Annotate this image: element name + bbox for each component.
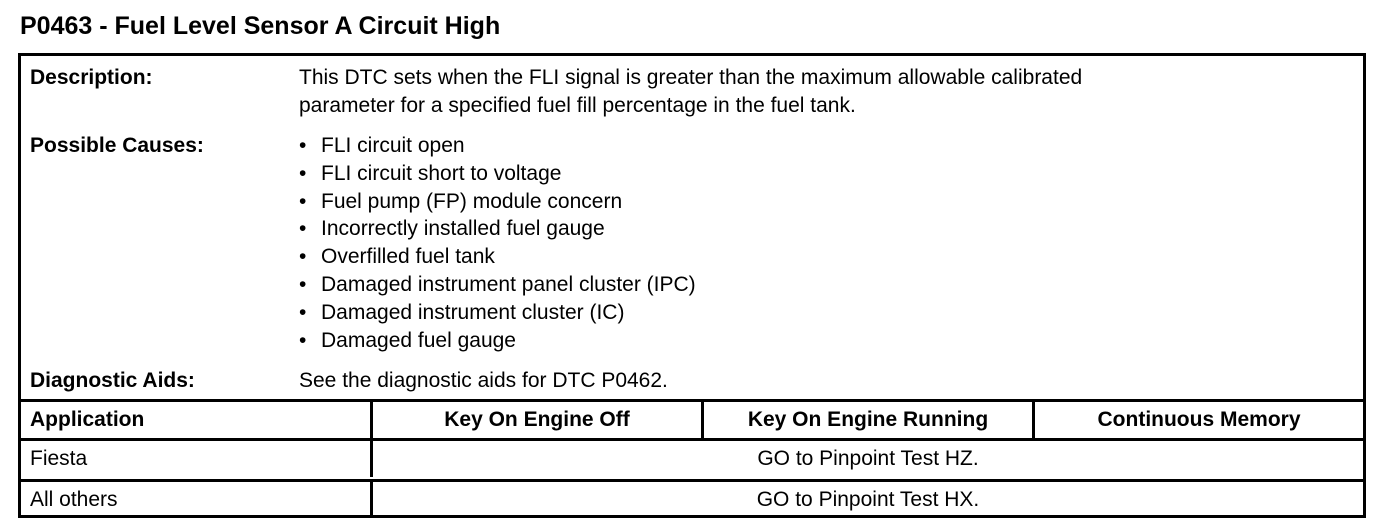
page-title: P0463 - Fuel Level Sensor A Circuit High [20, 12, 501, 40]
bullet-icon: • [299, 272, 307, 296]
cause-list-item [299, 160, 1349, 188]
cause-list-item [299, 327, 1349, 355]
cause-text: Incorrectly installed fuel gauge [321, 217, 605, 241]
description-text [299, 64, 1349, 120]
cause-text: Damaged instrument panel cluster (IPC) [321, 272, 696, 296]
column-header-application: Application [30, 408, 145, 431]
pinpoint-test-cell: GO to Pinpoint Test HZ. [757, 447, 979, 470]
bullet-icon: • [299, 328, 307, 352]
cause-list-item [299, 299, 1349, 327]
possible-causes-values [299, 132, 1349, 354]
table-row [21, 438, 1363, 477]
cause-text: Overfilled fuel tank [321, 245, 495, 269]
description-line: parameter for a specified fuel fill percentage in the fuel tank. [299, 94, 856, 117]
cause-list-item [299, 188, 1349, 216]
description-label: Description: [30, 66, 153, 89]
application-cell: Fiesta [30, 447, 88, 470]
table-header-row [21, 402, 1363, 438]
column-header-key-on-engine-off: Key On Engine Off [444, 408, 630, 431]
column-header-continuous-memory: Continuous Memory [1097, 408, 1301, 431]
cause-text: FLI circuit short to voltage [321, 161, 562, 185]
bullet-icon: • [299, 245, 307, 269]
bullet-icon: • [299, 189, 307, 213]
possible-causes-list [299, 132, 1349, 354]
dtc-info-section [21, 56, 1363, 399]
application-cell: All others [30, 488, 118, 511]
cause-text: Fuel pump (FP) module concern [321, 189, 623, 213]
column-header-key-on-engine-running: Key On Engine Running [747, 408, 989, 431]
bullet-icon: • [299, 217, 307, 241]
cause-list-item [299, 215, 1349, 243]
cause-text: Damaged fuel gauge [321, 328, 516, 352]
bullet-icon: • [299, 161, 307, 185]
possible-causes-label: Possible Causes: [30, 134, 204, 157]
cause-list-item [299, 271, 1349, 299]
diagnostic-aids-label: Diagnostic Aids: [30, 369, 195, 392]
application-table [21, 399, 1363, 518]
cause-list-item [299, 132, 1349, 160]
diagnostic-aids-text: See the diagnostic aids for DTC P0462. [299, 369, 668, 392]
pinpoint-test-cell: GO to Pinpoint Test HX. [756, 488, 980, 511]
bullet-icon: • [299, 134, 307, 157]
table-row [21, 479, 1363, 518]
cause-text: Damaged instrument cluster (IC) [321, 300, 625, 324]
cause-text: FLI circuit open [321, 134, 465, 157]
description-line: This DTC sets when the FLI signal is greater than the maximum allowable calibrated [299, 66, 1083, 89]
bullet-icon: • [299, 300, 307, 324]
dtc-frame [18, 53, 1366, 518]
cause-list-item [299, 243, 1349, 271]
